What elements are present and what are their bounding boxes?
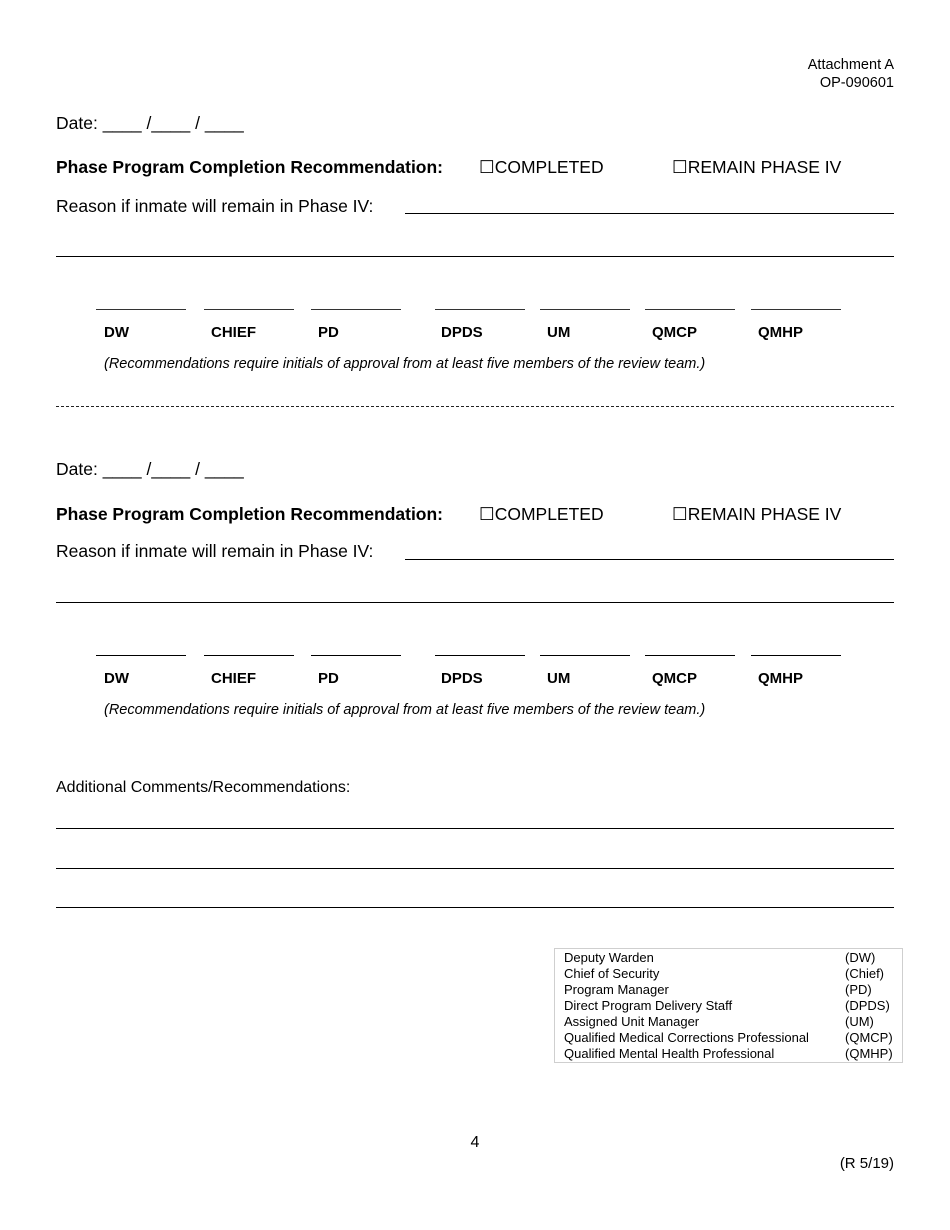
signature-line-qmcp[interactable] [645,655,735,656]
signatory-label: PD [318,670,339,687]
legend-row: Chief of Security (Chief) [564,966,885,981]
approval-note: (Recommendations require initials of approval from at least five members of the review team.) [104,356,706,372]
reason-input-line[interactable] [405,559,894,560]
signature-line-dw[interactable] [96,309,186,310]
signature-line-um[interactable] [540,309,630,310]
signature-line-dw[interactable] [96,655,186,656]
completed-checkbox[interactable]: ☐COMPLETED [479,157,604,177]
signatory-label: QMHP [758,324,803,341]
section-divider [56,406,894,407]
revision-label: (R 5/19) [839,1155,894,1172]
signature-line-chief[interactable] [204,309,294,310]
signatory-label: DW [104,324,129,341]
reason-input-line-2[interactable] [56,602,894,603]
recommendation-label: Phase Program Completion Recommendation: [56,157,444,177]
date-field[interactable]: Date: ____ /____ / ____ [56,459,244,479]
reason-label: Reason if inmate will remain in Phase IV: [56,196,374,216]
signatory-label: QMHP [758,670,803,687]
completed-checkbox[interactable]: ☐COMPLETED [479,504,604,524]
signatory-label: UM [547,324,571,341]
signature-line-qmcp[interactable] [645,309,735,310]
legend-row: Deputy Warden (DW) [564,950,876,965]
comments-line-3[interactable] [56,907,894,908]
legend-row: Qualified Medical Corrections Professional (QMCP) [564,1030,893,1045]
signature-line-um[interactable] [540,655,630,656]
signatory-label: QMCP [652,324,697,341]
signatory-label: QMCP [652,670,697,687]
legend-row: Assigned Unit Manager (UM) [564,1014,874,1029]
legend-row: Qualified Mental Health Professional (QMHP) [564,1046,893,1061]
signature-line-qmhp[interactable] [751,655,841,656]
signatory-label: PD [318,324,339,341]
legend-row: Program Manager (PD) [564,982,872,997]
signatory-label: UM [547,670,571,687]
page-number: 4 [470,1134,480,1151]
signatory-label: CHIEF [211,324,256,341]
remain-phase-iv-checkbox[interactable]: ☐REMAIN PHASE IV [672,504,842,524]
reason-input-line[interactable] [405,213,894,214]
reason-label: Reason if inmate will remain in Phase IV: [56,541,374,561]
signatory-label: CHIEF [211,670,256,687]
signature-line-pd[interactable] [311,309,401,310]
comments-line-1[interactable] [56,828,894,829]
comments-line-2[interactable] [56,868,894,869]
reason-input-line-2[interactable] [56,256,894,257]
approval-note: (Recommendations require initials of approval from at least five members of the review team.) [104,702,706,718]
signatory-label: DW [104,670,129,687]
signature-line-dpds[interactable] [435,655,525,656]
legend-row: Direct Program Delivery Staff (DPDS) [564,998,890,1013]
additional-comments-label: Additional Comments/Recommendations: [56,779,351,796]
document-number: OP-090601 [819,75,894,91]
signatory-label: DPDS [441,670,483,687]
signature-line-qmhp[interactable] [751,309,841,310]
signatory-label: DPDS [441,324,483,341]
signature-line-pd[interactable] [311,655,401,656]
document-header [808,56,894,92]
remain-phase-iv-checkbox[interactable]: ☐REMAIN PHASE IV [672,157,842,177]
attachment-label: Attachment A [807,57,894,73]
signature-line-dpds[interactable] [435,309,525,310]
recommendation-label: Phase Program Completion Recommendation: [56,504,444,524]
date-field[interactable]: Date: ____ /____ / ____ [56,113,244,133]
abbreviation-legend [554,948,903,1063]
signature-line-chief[interactable] [204,655,294,656]
